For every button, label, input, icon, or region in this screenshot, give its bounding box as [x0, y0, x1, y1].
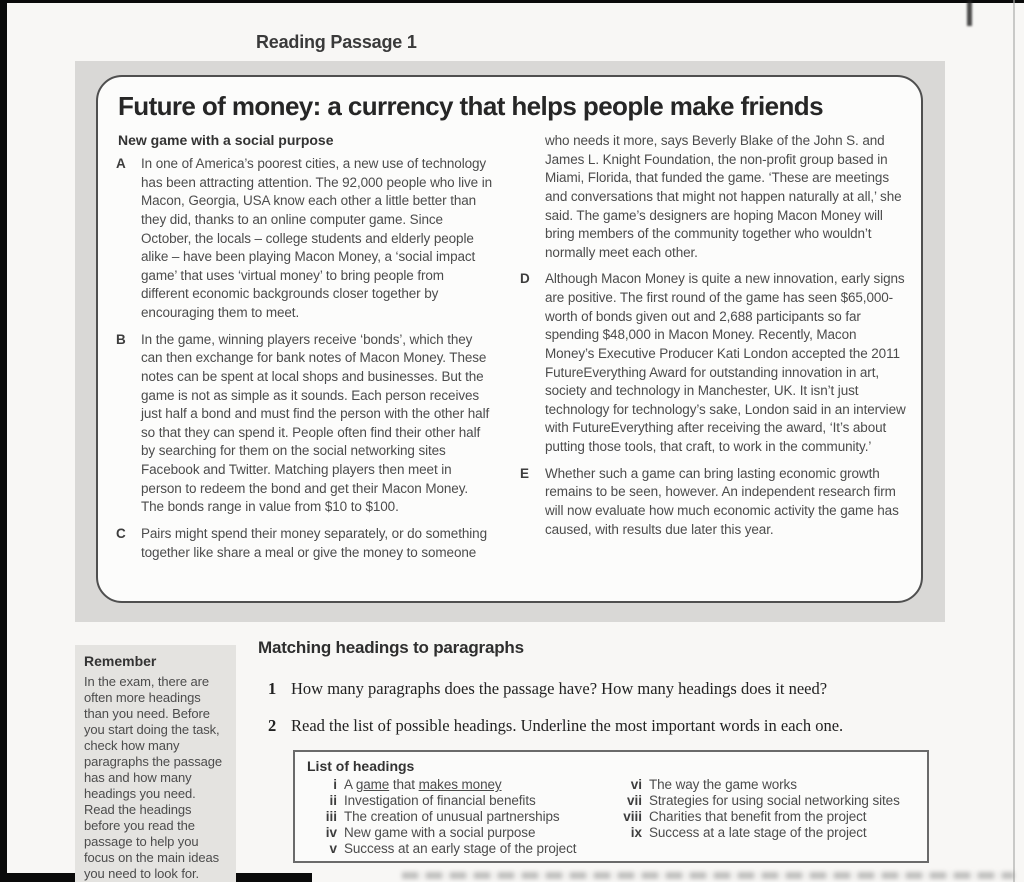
paragraph-label: C [116, 525, 126, 541]
heading-option-ix [612, 825, 917, 841]
heading-text-part: A [344, 777, 356, 792]
heading-numeral: iii [325, 809, 337, 824]
exercise-section [258, 638, 960, 736]
paragraph-c-continuation [520, 132, 909, 262]
heading-numeral: i [333, 777, 337, 792]
heading-text: The way the game works [649, 777, 797, 792]
scan-border-left [0, 0, 7, 882]
heading-numeral: vi [630, 777, 642, 792]
headings-column-left [307, 777, 612, 857]
paragraph-text: Pairs might spend their money separately, or do something together like share a meal or give the money to someone [141, 525, 487, 560]
heading-option-viii [612, 809, 917, 825]
paragraph-c [116, 525, 494, 562]
heading-numeral: v [329, 841, 337, 856]
cut-off-text-smudge [402, 872, 1014, 879]
remember-body: In the exam, there are often more headings than you need. Before you start doing the task, check how many paragraphs the passage has and how many headings you need. Read the headings before you read the passage to help you focus on the main ideas you need to look for. [84, 674, 223, 881]
paragraph-b [116, 331, 494, 517]
heading-option-v [307, 841, 612, 857]
heading-option-vii [612, 793, 917, 809]
heading-numeral: iv [325, 825, 337, 840]
paragraph-label: E [520, 465, 530, 481]
reading-passage-box [96, 75, 923, 603]
paragraph-label: A [116, 156, 126, 171]
paragraph-text: who needs it more, says Beverly Blake of the John S. and James L. Knight Foundation, the non-profit group based in Miami, Florida, that funded the game. ‘These are meetings and conversations that might not happen naturally at all,’ she said. The game’s designers are hoping Macon Money will bring members of the community together who wouldn’t normally meet each other. [545, 133, 902, 260]
heading-text: Charities that benefit from the project [649, 809, 867, 824]
paragraph-e [520, 465, 909, 540]
heading-option-iii [307, 809, 612, 825]
heading-text-underlined: game [355, 777, 390, 792]
heading-numeral: vii [626, 793, 642, 808]
passage-title: Future of money: a currency that helps people make friends [118, 91, 823, 121]
paragraph-text: Whether such a game can bring lasting economic growth remains to be seen, however. An independent research firm will now evaluate how much economic activity the game has caused, with results due later this year. [545, 465, 899, 537]
paragraph-text: In the game, winning players receive ‘bonds’, which they can then exchange for bank notes of Macon Money. These notes can be spent at local shops and businesses. But the game is not as simple as it sounds. Each person receives just half a bond and must find the person with the other half so that they can spend it. People often find their other half by searching for them on the social networking sites Facebook and Twitter. Matching players then meet in person to redeem the bond and get their Macon Money. The bonds range in value from $10 to $100. [141, 331, 490, 515]
heading-option-iv [307, 825, 612, 841]
headings-column-right [612, 777, 917, 857]
heading-option-ii [307, 793, 612, 809]
heading-numeral: ii [329, 793, 337, 808]
paragraph-d [520, 270, 909, 456]
heading-text: Success at an early stage of the project [344, 841, 577, 856]
heading-text: Strategies for using social networking sites [649, 793, 900, 808]
heading-text: The creation of unusual partnerships [344, 809, 560, 824]
paragraph-text: Although Macon Money is quite a new innovation, early signs are positive. The first round of the game has seen $65,000-worth of bonds given out and 2,688 participants so far spending $48,000 in Macon Money. Recently, Macon Money’s Executive Producer Kati London accepted the 2011 FutureEverything Award for outstanding innovation in art, society and technology in Manchester, UK. It isn’t just technology for technology’s sake, London said in an interview with FutureEverything after receiving the award, ‘It’s about putting those tools, that craft, to work in the community.’ [545, 271, 906, 454]
heading-text-underlined: makes money [418, 777, 502, 792]
page-title: Reading Passage 1 [256, 32, 417, 52]
passage-columns [116, 132, 906, 570]
paragraph-label: B [116, 331, 126, 347]
heading-text [344, 777, 602, 793]
heading-text: Success at a late stage of the project [649, 825, 867, 840]
question-number: 2 [268, 716, 277, 735]
remember-title: Remember [84, 653, 157, 669]
heading-numeral: viii [623, 809, 642, 824]
heading-text-part: that [389, 777, 419, 792]
heading-text: New game with a social purpose [344, 825, 536, 840]
question-number: 1 [268, 679, 277, 698]
paragraph-label [520, 132, 545, 262]
passage-column-left [116, 132, 494, 570]
exercise-heading: Matching headings to paragraphs [258, 638, 524, 657]
question-2 [268, 716, 960, 736]
question-1 [268, 679, 960, 699]
heading-option-i [307, 777, 612, 793]
paragraph-a [116, 155, 494, 323]
question-text: Read the list of possible headings. Underline the most important words in each one. [291, 716, 844, 735]
passage-column-right [520, 132, 909, 570]
heading-numeral: ix [630, 825, 642, 840]
page-edge-line [1013, 0, 1015, 882]
question-text: How many paragraphs does the passage have? How many headings does it need? [291, 679, 828, 698]
paragraph-label: D [520, 271, 530, 287]
heading-text: Investigation of financial benefits [344, 793, 536, 808]
scan-border-top [0, 0, 1024, 3]
remember-sidebar [75, 645, 236, 882]
headings-columns [307, 777, 919, 857]
list-of-headings-box [293, 750, 929, 863]
scan-artifact-top-right [967, 0, 972, 26]
list-of-headings-title: List of headings [307, 758, 415, 774]
heading-option-vi [612, 777, 917, 793]
paragraph-text: In one of America’s poorest cities, a new use of technology has been attracting attention. The 92,000 people who live in Macon, Georgia, USA know each other a little better than they did, thanks to an online computer game. Since October, the locals – college students and elderly people alike – have been playing Macon Money, a ‘social impact game’ that uses ‘virtual money’ to bring people from different economic backgrounds closer together by encouraging them to meet. [141, 156, 493, 320]
passage-subheading: New game with a social purpose [118, 132, 334, 148]
